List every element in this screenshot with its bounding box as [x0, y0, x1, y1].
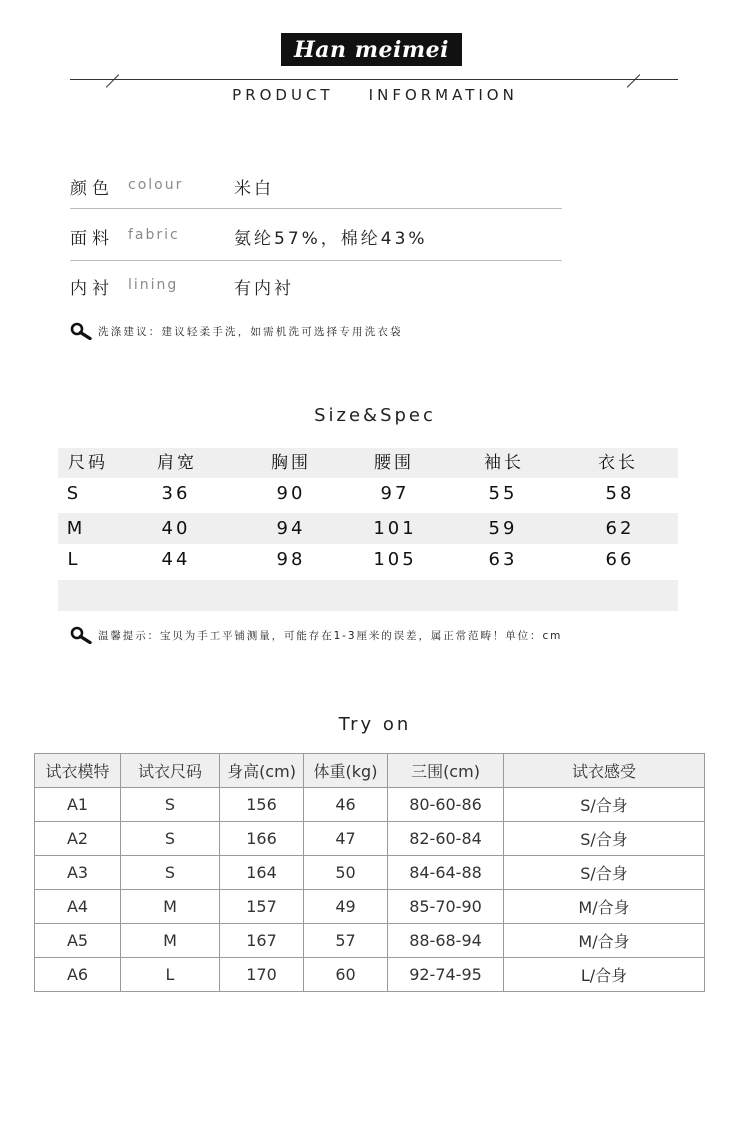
try-on-row [35, 788, 705, 822]
try-on-cell: 47 [304, 822, 388, 856]
try-on-cell: 167 [220, 924, 304, 958]
size-cell: 36 [161, 483, 191, 504]
try-on-cell: S/合身 [504, 822, 705, 856]
size-cell: 101 [373, 518, 417, 539]
size-cell: 94 [276, 518, 306, 539]
size-header-cell: 胸围 [271, 453, 311, 473]
try-on-cell: 92-74-95 [388, 958, 504, 992]
header-divider [70, 79, 678, 80]
try-on-cell: 157 [220, 890, 304, 924]
try-on-cell: S/合身 [504, 856, 705, 890]
size-spec-title: Size&Spec [314, 405, 436, 426]
brand-logo-text: Han meimei [294, 36, 449, 63]
try-on-cell: A4 [35, 890, 121, 924]
try-on-row [35, 958, 705, 992]
try-on-cell: S/合身 [504, 788, 705, 822]
size-header-cell: 袖长 [484, 453, 524, 473]
size-cell: 59 [488, 518, 518, 539]
try-on-cell: M [121, 890, 220, 924]
try-on-cell: 46 [304, 788, 388, 822]
info-value: 米白 [234, 179, 274, 199]
try-on-header-cell: 三围(cm) [388, 754, 504, 788]
size-cell: 58 [605, 483, 635, 504]
try-on-cell: S [121, 788, 220, 822]
try-on-cell: M/合身 [504, 890, 705, 924]
info-row-colour [70, 174, 562, 222]
size-cell: 105 [373, 549, 417, 570]
size-cell: 62 [605, 518, 635, 539]
try-on-cell: 60 [304, 958, 388, 992]
size-cell: 44 [161, 549, 191, 570]
measure-note-text: 温馨提示：宝贝为手工平铺测量，可能存在1-3厘米的误差，属正常范畴！单位：cm [98, 629, 563, 642]
try-on-cell: 170 [220, 958, 304, 992]
try-on-header-row [35, 754, 705, 788]
try-on-cell: A5 [35, 924, 121, 958]
wash-note-text: 洗涤建议：建议轻柔手洗，如需机洗可选择专用洗衣袋 [98, 325, 403, 338]
size-cell: 40 [161, 518, 191, 539]
product-information-title: PRODUCT INFORMATION [232, 86, 518, 104]
info-label-en: lining [128, 277, 179, 293]
try-on-cell: M [121, 924, 220, 958]
try-on-title: Try on [338, 714, 412, 735]
info-label: 内衬 [70, 279, 114, 299]
try-on-cell: M/合身 [504, 924, 705, 958]
size-cell: 97 [380, 483, 410, 504]
size-cell: 66 [605, 549, 635, 570]
try-on-header-cell: 试衣模特 [35, 754, 121, 788]
try-on-cell: 57 [304, 924, 388, 958]
try-on-row [35, 890, 705, 924]
info-value: 氨纶57%，棉纶43% [234, 229, 428, 249]
try-on-row [35, 856, 705, 890]
size-cell: M [66, 518, 86, 539]
wash-note [70, 321, 403, 341]
try-on-cell: S [121, 856, 220, 890]
try-on-table [34, 753, 705, 992]
info-divider [70, 260, 562, 261]
size-row [58, 478, 678, 509]
try-on-row [35, 822, 705, 856]
try-on-header-cell: 试衣尺码 [121, 754, 220, 788]
size-header-cell: 衣长 [598, 453, 638, 473]
try-on-cell: 49 [304, 890, 388, 924]
try-on-cell: 85-70-90 [388, 890, 504, 924]
size-cell: S [66, 483, 82, 504]
try-on-cell: 156 [220, 788, 304, 822]
size-cell: 63 [488, 549, 518, 570]
try-on-cell: 82-60-84 [388, 822, 504, 856]
size-table [58, 448, 678, 575]
try-on-cell: 166 [220, 822, 304, 856]
info-value: 有内衬 [234, 279, 294, 299]
try-on-cell: A3 [35, 856, 121, 890]
size-cell: 98 [276, 549, 306, 570]
info-row-lining [70, 274, 562, 322]
size-cell: 55 [488, 483, 518, 504]
magnifier-icon [70, 626, 92, 644]
try-on-header-cell: 试衣感受 [504, 754, 705, 788]
try-on-cell: A6 [35, 958, 121, 992]
try-on-cell: 88-68-94 [388, 924, 504, 958]
try-on-cell: L [121, 958, 220, 992]
size-row [58, 544, 678, 575]
info-label: 面料 [70, 229, 114, 249]
size-row [58, 513, 678, 544]
try-on-cell: L/合身 [504, 958, 705, 992]
size-cell: 90 [276, 483, 306, 504]
size-table-blank-row [58, 580, 678, 611]
try-on-cell: A1 [35, 788, 121, 822]
info-divider [70, 208, 562, 209]
try-on-cell: 84-64-88 [388, 856, 504, 890]
try-on-header-cell: 身高(cm) [220, 754, 304, 788]
info-label-en: colour [128, 177, 184, 193]
info-label: 颜色 [70, 179, 114, 199]
info-label-en: fabric [128, 227, 180, 243]
brand-logo [281, 33, 462, 66]
size-header-cell: 腰围 [374, 453, 414, 473]
info-row-fabric [70, 224, 562, 272]
try-on-cell: 80-60-86 [388, 788, 504, 822]
try-on-cell: 50 [304, 856, 388, 890]
try-on-cell: S [121, 822, 220, 856]
try-on-row [35, 924, 705, 958]
size-table-header [58, 448, 678, 478]
try-on-cell: 164 [220, 856, 304, 890]
measure-note [70, 625, 562, 645]
size-header-cell: 尺码 [68, 453, 108, 473]
try-on-cell: A2 [35, 822, 121, 856]
magnifier-icon [70, 322, 92, 340]
size-cell: L [67, 549, 81, 570]
size-header-cell: 肩宽 [157, 453, 197, 473]
try-on-header-cell: 体重(kg) [304, 754, 388, 788]
